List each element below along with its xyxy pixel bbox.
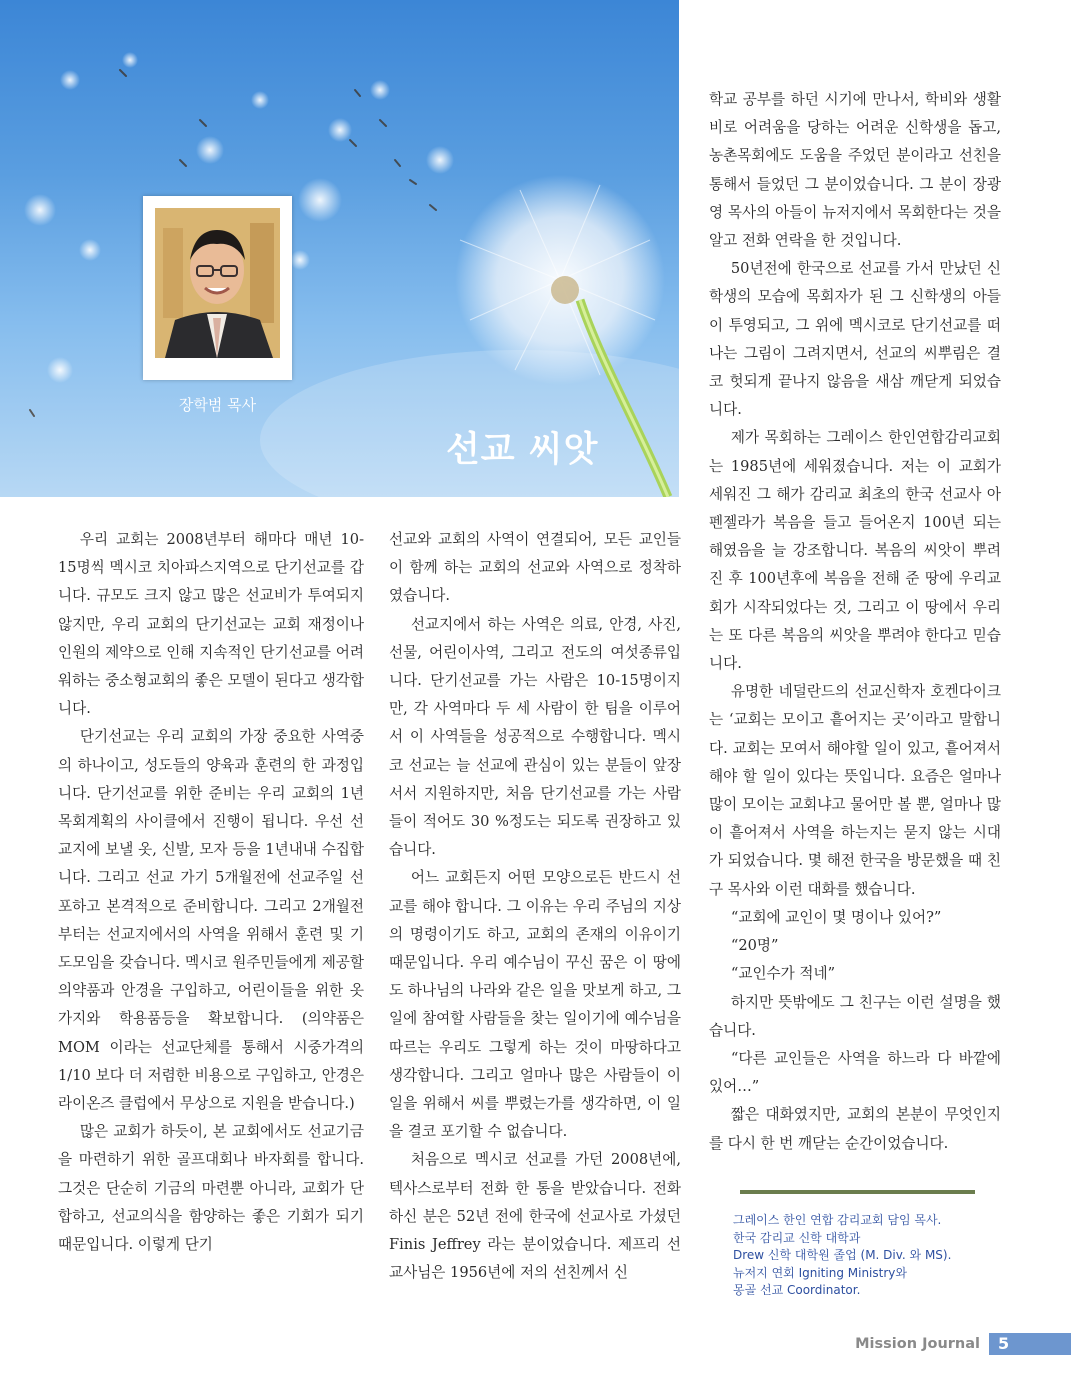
page-number: 5 [998,1334,1010,1353]
hero-image [0,0,679,497]
paragraph: 처음으로 멕시코 선교를 가던 2008년에, 텍사스로부터 전화 한 통을 받았습니다. 전화하신 분은 52년 전에 한국에 선교사로 가셨던 Finis Jeffrey 라는 분이었습니다. 제프리 선교사님은 1956년에 저의 선친께서 신 [389,1151,681,1282]
paragraph: 유명한 네덜란드의 선교신학자 호켄다이크는 ‘교회는 모이고 흩어지는 곳’이라고 말합니다. 교회는 모여서 해야할 일이 있고, 흩어져서 해야 할 일이 있다는 뜻입니다. 요즘은 얼마나 많이 모이는 교회냐고 물어만 볼 뿐, 얼마나 많이 흩어져서 사역을 하는지는 묻지 않는 시대가 되었습니다. 몇 해전 한국을 방문했을 때 친구 목사와 이런 대화를 했습니다. [709,683,1001,898]
dialogue-line: “교회에 교인이 몇 명이나 있어?” [730,908,942,926]
paragraph: 제가 목회하는 그레이스 한인연합감리교회는 1985년에 세워졌습니다. 저는 이 교회가 세워진 그 해가 감리교 최초의 한국 선교사 아펜젤라가 복음을 들고 들어온지 100년 되는 해였음을 늘 강조합니다. 복음의 씨앗이 뿌려진 후 100년후에 복음을 전해 준 땅에 우리교회가 시작되었다는 것, 그리고 이 땅에서 우리는 또 다른 복음의 씨앗을 뿌려야 한다고 믿습니다. [709,429,1001,673]
portrait-photo [155,208,280,358]
journal-name: Mission Journal [855,1336,980,1352]
author-bio [733,1212,1033,1300]
paragraph: 학교 공부를 하던 시기에 만나서, 학비와 생활비로 어려움을 당하는 어려운 신학생을 돕고, 농촌목회에도 도움을 주었던 분이라고 선친을 통해서 들었던 그 분이었습니다. 그 분이 장광영 목사의 아들이 뉴저지에서 목회한다는 것을 알고 전화 연락을 한 것입니다. [709,91,1001,250]
article-column-2 [389,526,681,1287]
bio-line: 그레이스 한인 연합 감리교회 담임 목사. [733,1213,942,1227]
paragraph: 어느 교회든지 어떤 모양으로든 반드시 선교를 해야 합니다. 그 이유는 우리 주님의 지상의 명령이기도 하고, 교회의 존재의 이유이기 때문입니다. 우리 예수님이 꾸신 꿈은 이 땅에도 하나님의 나라와 같은 일을 맛보게 하고, 그 일에 참여할 사람들을 찾는 일이기에 예수님을 따르는 우리도 그렇게 하는 것이 마땅하다고 생각합니다. 그리고 얼마나 많은 사람들이 이 일을 위해서 씨를 뿌렸는가를 생각하면, 이 일을 결코 포기할 수 없습니다. [389,869,681,1141]
bio-line: 한국 감리교 신학 대학과 [733,1230,861,1245]
article-title: 선교 씨앗 [446,430,599,470]
paragraph: 우리 교회는 2008년부터 해마다 매년 10-15명씩 멕시코 치아파스지역으로 단기선교를 갑니다. 규모도 크지 않고 많은 선교비가 투여되지 않지만, 우리 교회의 단기선교는 교회 재정이나 인원의 제약으로 인해 지속적인 단기선교를 어려워하는 중소형교회의 좋은 모델이 된다고 생각합니다. [58,531,364,718]
paragraph: 선교지에서 하는 사역은 의료, 안경, 사진, 선물, 어린이사역, 그리고 전도의 여섯종류입니다. 단기선교를 가는 사람은 10-15명이지만, 각 사역마다 두 세 사람이 한 팀을 이루어서 이 사역들을 성공적으로 수행합니다. 멕시코 선교는 늘 선교에 관심이 있는 분들이 앞장서서 지원하지만, 처음 단기선교를 가는 사람들이 적어도 30 %정도는 되도록 권장하고 있습니다. [389,615,681,859]
bio-divider [740,1190,975,1194]
paragraph: 짧은 대화였지만, 교회의 본분이 무엇인지를 다시 한 번 깨닫는 순간이었습니다. [709,1106,1001,1152]
dialogue-line: “교인수가 적네” [730,965,836,983]
bio-line: 몽골 선교 Coordinator. [733,1283,861,1298]
article-column-3 [709,86,1001,1158]
bio-line: 뉴저지 연회 Igniting Ministry와 [733,1265,907,1280]
portrait-frame [143,196,292,380]
paragraph: 하지만 뜻밖에도 그 친구는 이런 설명을 했습니다. [709,993,1001,1039]
dialogue-line: “20명” [730,937,779,955]
paragraph: 선교와 교회의 사역이 연결되어, 모든 교인들이 함께 하는 교회의 선교와 사역으로 정착하였습니다. [389,531,681,605]
article-column-1 [58,526,364,1259]
paragraph: 단기선교는 우리 교회의 가장 중요한 사역중의 하나이고, 성도들의 양육과 훈련의 한 과정입니다. 단기선교를 위한 준비는 우리 교회의 1년 목회계획의 사이클에서 진행이 됩니다. 우선 선교지에 보낼 옷, 신발, 모자 등을 1년내내 수집합니다. 그리고 선교 가기 5개월전에 선교주일 선포하고 본격적으로 준비합니다. 그리고 2개월전부터는 선교지에서의 사역을 위해서 훈련 및 기도모임을 갖습니다. 멕시코 원주민들에게 제공할 의약품과 안경을 구입하고, 어린이들을 위한 옷가지와 학용품등을 확보합니다. (의약품은 MOM 이라는 선교단체를 통해서 시중가격의 1/10 보다 더 저렴한 비용으로 구입하고, 안경은 라이온즈 클럽에서 무상으로 지원을 받습니다.) [58,728,364,1113]
dialogue-line: “다른 교인들은 사역을 하느라 다 바깥에 있어…” [709,1049,1001,1096]
paragraph: 50년전에 한국으로 선교를 가서 만났던 신학생의 모습에 목회자가 된 그 신학생의 아들이 투영되고, 그 위에 멕시코로 단기선교를 떠나는 그림이 그려지면서, 선교의 씨뿌림은 결코 헛되게 끝나지 않음을 새삼 깨닫게 되었습니다. [709,260,1001,419]
paragraph: 많은 교회가 하듯이, 본 교회에서도 선교기금을 마련하기 위한 골프대회나 바자회를 합니다. 그것은 단순히 기금의 마련뿐 아니라, 교회가 단합하고, 선교의식을 함양하는 좋은 기회가 되기 때문입니다. 이렇게 단기 [58,1123,364,1254]
bio-line: Drew 신학 대학원 졸업 (M. Div. 와 MS). [733,1248,952,1263]
portrait-caption: 장학범 목사 [178,396,257,414]
